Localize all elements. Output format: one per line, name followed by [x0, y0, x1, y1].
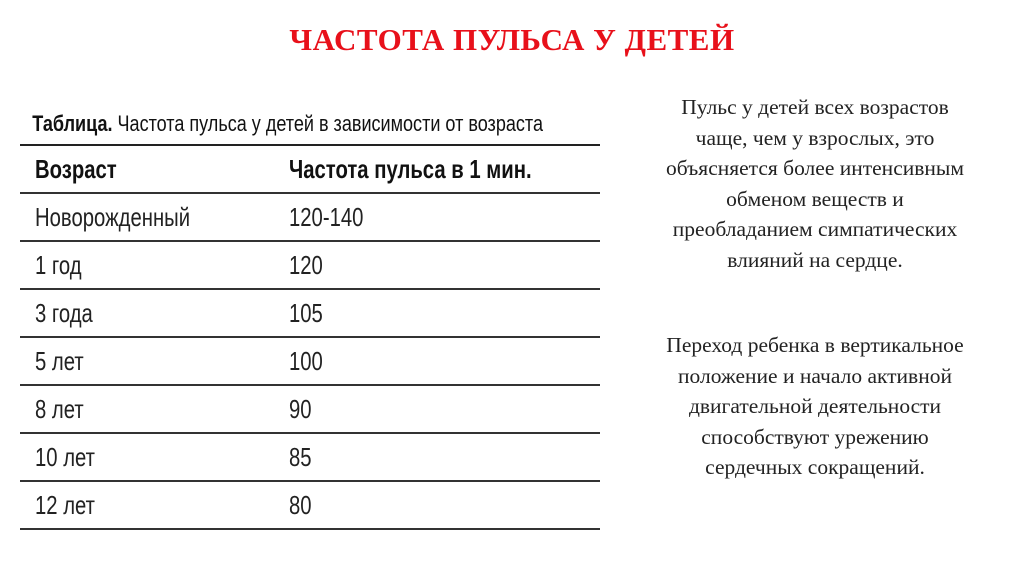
cell-age: 10 лет [20, 433, 289, 481]
table-row [20, 481, 600, 529]
explanation-paragraph [615, 92, 1015, 275]
paragraph-line: объясняется более интенсивным [666, 156, 964, 180]
paragraph-line: преобладанием симпатических [672, 217, 958, 241]
cell-pulse: 120-140 [289, 193, 600, 241]
table-caption-text: Частота пульса у детей в зависимости от возраста [117, 111, 544, 136]
cell-pulse: 85 [289, 433, 600, 481]
header-age: Возраст [20, 145, 289, 193]
paragraph-line: обменом веществ и [726, 186, 904, 211]
slide-title: ЧАСТОТА ПУЛЬСА У ДЕТЕЙ [289, 22, 735, 57]
paragraph-line: способствуют урежению [701, 424, 929, 449]
table-row [20, 241, 600, 289]
table-row [20, 193, 600, 241]
paragraph-line: положение и начало активной [678, 363, 952, 388]
cell-pulse: 120 [289, 241, 600, 289]
cell-age: 8 лет [20, 385, 289, 433]
header-pulse: Частота пульса в 1 мин. [289, 145, 600, 193]
verticalization-paragraph [615, 330, 1015, 483]
table-row [20, 385, 600, 433]
cell-age: 12 лет [20, 481, 289, 529]
paragraph-line: Переход ребенка в вертикальное [666, 333, 964, 357]
table-row [20, 337, 600, 385]
paragraph-line: влияний на сердце. [727, 247, 903, 272]
cell-pulse: 100 [289, 337, 600, 385]
cell-pulse: 105 [289, 289, 600, 337]
pulse-table-block [20, 104, 600, 530]
pulse-table [20, 144, 600, 530]
paragraph-line: двигательной деятельности [688, 394, 942, 418]
cell-age: 3 года [20, 289, 289, 337]
paragraph-line: чаще, чем у взрослых, это [695, 125, 935, 150]
paragraph-line: сердечных сокращений. [705, 455, 925, 479]
cell-age: 1 год [20, 241, 289, 289]
cell-age: 5 лет [20, 337, 289, 385]
cell-age: Новорожденный [20, 193, 289, 241]
table-caption-label: Таблица. [32, 111, 113, 136]
table-caption [20, 104, 544, 144]
table-header-row [20, 145, 600, 193]
cell-pulse: 80 [289, 481, 600, 529]
table-row [20, 289, 600, 337]
table-row [20, 433, 600, 481]
cell-pulse: 90 [289, 385, 600, 433]
paragraph-line: Пульс у детей всех возрастов [681, 95, 949, 119]
